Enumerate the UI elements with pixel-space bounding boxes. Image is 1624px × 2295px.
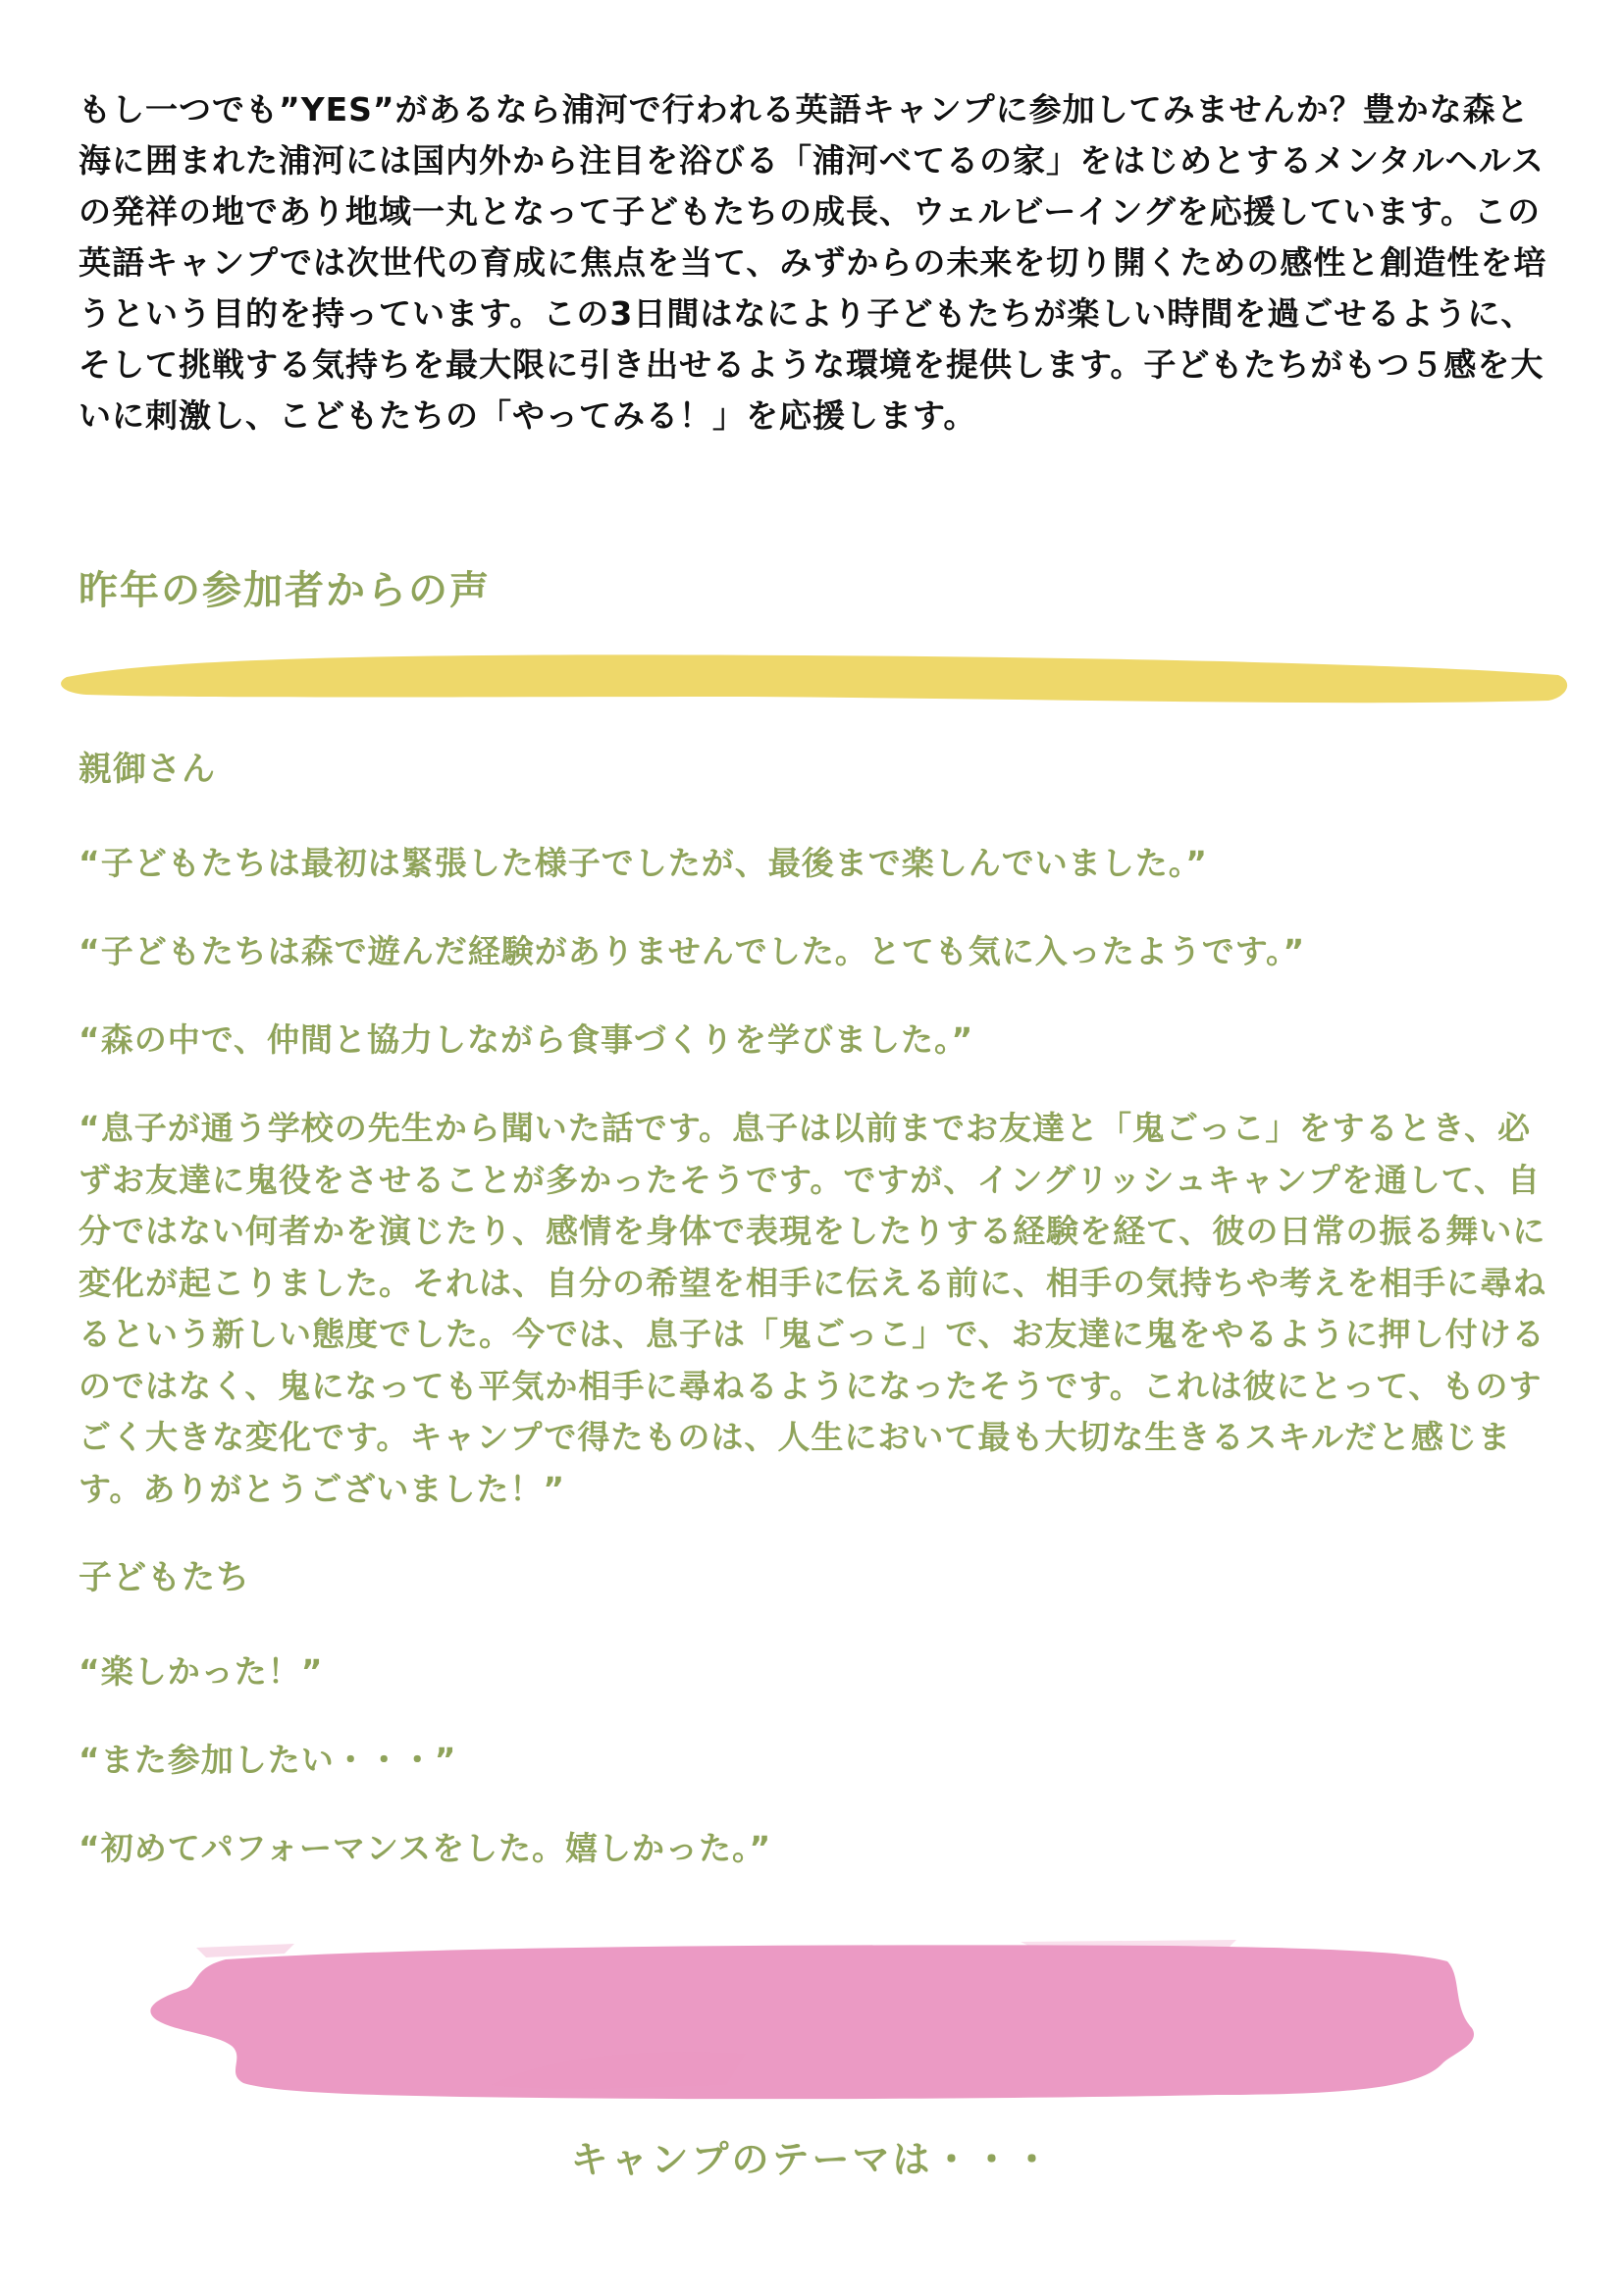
parent-quote-long: “息子が通う学校の先生から聞いた話です。息子は以前までお友達と「鬼ごっこ」をするとき、必ずお友達に鬼役をさせることが多かったそうです。ですが、イングリッシュキャンプを通して、自分ではない何者かを演じたり、感情を身体で表現をしたりする経験を経て、彼の日常の振る舞いに変化が起こりました。それは、自分の希望を相手に伝える前に、相手の気持ちや考えを相手に尋ねるという新しい態度でした。今では、息子は「鬼ごっこ」で、お友達に鬼をやるように押し付けるのではなく、鬼になっても平気か相手に尋ねるようになったそうです。これは彼にとって、ものすごく大きな変化です。キャンプで得たものは、人生において最も大切な生きるスキルだと感じます。ありがとうございました！” [79, 1109, 1546, 1508]
child-quote: “楽しかった！” [79, 1652, 324, 1691]
section-title: 昨年の参加者からの声 [79, 568, 491, 613]
pink-brush-stroke-shape [150, 1940, 1474, 2099]
children-label: 子どもたち [79, 1558, 250, 1597]
theme-label: キャンプのテーマは・・・ [570, 2138, 1054, 2181]
child-quote: “また参加したい・・・” [79, 1741, 457, 1779]
pink-brush-stroke [137, 1938, 1492, 2110]
child-quote: “初めてパフォーマンスをした。嬉しかった。” [79, 1829, 772, 1867]
parent-quote: “子どもたちは森で遊んだ経験がありませんでした。とても気に入ったようです。” [79, 932, 1306, 970]
parent-quote: “森の中で、仲間と協力しながら食事づくりを学びました。” [79, 1020, 974, 1059]
intro-paragraph: もし一つでも”YES”があるなら浦河で行われる英語キャンプに参加してみませんか？豊かな森と海に囲まれた浦河には国内外から注目を浴びる「浦河べてるの家」をはじめとするメンタルヘルスの発祥の地であり地域一丸となって子どもたちの成長、ウェルビーイングを応援しています。この英語キャンプでは次世代の育成に焦点を当て、みずからの未来を切り開くための感性と創造性を培うという目的を持っています。この3日間はなにより子どもたちが楽しい時間を過ごせるように、そして挑戦する気持ちを最大限に引き出せるような環境を提供します。子どもたちがもつ５感を大いに刺激し、こどもたちの「やってみる！」を応援します。 [79, 90, 1547, 435]
yellow-brush-stroke [57, 648, 1573, 718]
yellow-brush-stroke-shape [61, 654, 1567, 703]
voices-section [79, 744, 1560, 1911]
parents-label: 親御さん [79, 750, 216, 789]
parent-quote: “子どもたちは最初は緊張した様子でしたが、最後まで楽しんでいました。” [79, 844, 1208, 882]
